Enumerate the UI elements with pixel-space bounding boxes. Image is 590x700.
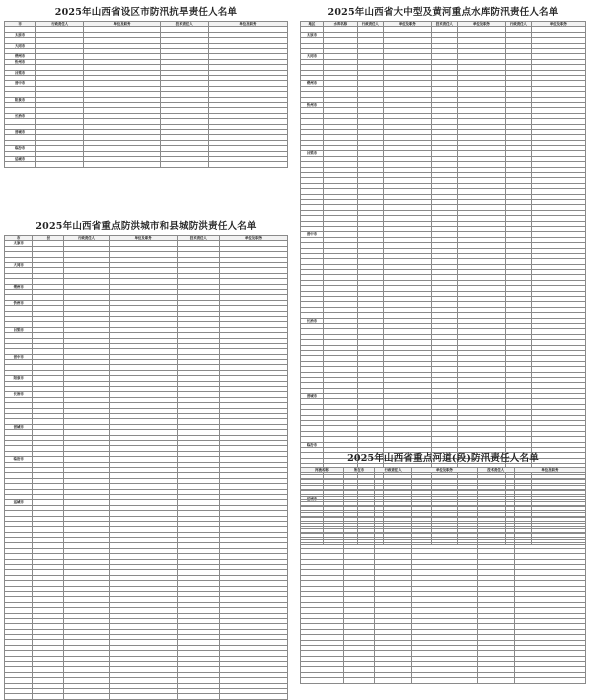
region-cell: 大同市: [5, 43, 36, 48]
table-cell: [177, 694, 219, 699]
region-cell: 运城市: [301, 496, 324, 501]
section-title: 2025年山西省重点河道(段)防汛责任人名单: [347, 453, 539, 464]
column-header: 行政责任人: [36, 22, 84, 27]
column-header: 单位及职务: [412, 468, 478, 473]
section-flood-city-county: [4, 218, 288, 666]
region-cell: 晋中市: [5, 354, 33, 359]
table-row: [5, 162, 288, 167]
region-cell: 朔州市: [5, 54, 36, 59]
region-cell: 晋城市: [5, 424, 33, 429]
responsibility-table: [4, 21, 288, 168]
column-header: 行政责任人: [357, 22, 383, 27]
column-header: 单位及职务: [514, 468, 585, 473]
table-cell: [375, 678, 412, 683]
column-header: 市: [5, 236, 33, 241]
region-cell: 朔州市: [301, 81, 324, 86]
region-cell: 长治市: [5, 113, 36, 118]
column-header: 行政责任人: [506, 22, 532, 27]
column-header: 所在市: [343, 468, 374, 473]
column-header: 技术责任人: [177, 236, 219, 241]
section-city-responsibility: [4, 4, 288, 176]
region-cell: 晋中市: [301, 232, 324, 237]
region-cell: 阳泉市: [5, 97, 36, 102]
region-cell: [301, 678, 344, 683]
section-river: [300, 450, 586, 666]
column-header: 行政责任人: [64, 236, 109, 241]
table-cell: [84, 162, 160, 167]
region-cell: 大同市: [301, 54, 324, 59]
table-cell: [477, 678, 514, 683]
region-cell: 长治市: [301, 318, 324, 323]
region-cell: 大同市: [5, 262, 33, 267]
region-cell: 吕梁市: [5, 70, 36, 75]
region-cell: 阳泉市: [5, 376, 33, 381]
responsibility-table: [300, 467, 586, 684]
column-header: 单位及职务: [457, 22, 505, 27]
column-header: 地区: [301, 22, 324, 27]
table-row: [301, 678, 586, 683]
table-cell: [514, 678, 585, 683]
responsibility-table: [4, 235, 288, 700]
region-cell: 吕梁市: [301, 151, 324, 156]
column-header: 技术责任人: [477, 468, 514, 473]
region-cell: 运城市: [5, 500, 33, 505]
region-cell: [5, 162, 36, 167]
region-cell: 晋城市: [5, 129, 36, 134]
column-header: 单位及职务: [208, 22, 287, 27]
region-cell: 临汾市: [301, 442, 324, 447]
region-cell: 忻州市: [5, 300, 33, 305]
region-cell: 太原市: [5, 241, 33, 246]
section-title: 2025年山西省大中型及黄河重点水库防汛责任人名单: [327, 7, 559, 18]
section-title: 2025年山西省重点防洪城市和县城防洪责任人名单: [35, 221, 257, 232]
header-row: [5, 236, 288, 241]
section-title: 2025年山西省设区市防汛抗旱责任人名单: [54, 7, 238, 18]
region-cell: 运城市: [5, 156, 36, 161]
region-cell: 太原市: [301, 32, 324, 37]
region-cell: 吕梁市: [5, 327, 33, 332]
column-header: 水库名称: [323, 22, 357, 27]
region-cell: 长治市: [5, 392, 33, 397]
region-cell: [5, 694, 33, 699]
region-cell: 朔州市: [5, 284, 33, 289]
table-cell: [343, 678, 374, 683]
table-cell: [36, 162, 84, 167]
table-cell: [160, 162, 208, 167]
table-cell: [208, 162, 287, 167]
table-cell: [412, 678, 478, 683]
region-cell: 忻州市: [301, 102, 324, 107]
table-cell: [220, 694, 288, 699]
region-cell: 太原市: [5, 32, 36, 37]
column-header: 单位及职务: [109, 236, 177, 241]
column-header: 单位及职务: [383, 22, 431, 27]
column-header: 市: [5, 22, 36, 27]
region-cell: 临汾市: [5, 146, 36, 151]
column-header: 行政责任人: [375, 468, 412, 473]
column-header: 单位及职务: [220, 236, 288, 241]
column-header: 单位及职务: [84, 22, 160, 27]
column-header: 河流名称: [301, 468, 344, 473]
table-cell: [109, 694, 177, 699]
region-cell: 晋中市: [5, 81, 36, 86]
table-cell: [33, 694, 64, 699]
table-row: [5, 694, 288, 699]
column-header: 技术责任人: [160, 22, 208, 27]
table-cell: [64, 694, 109, 699]
column-header: 县: [33, 236, 64, 241]
region-cell: 临汾市: [5, 457, 33, 462]
column-header: 单位及职务: [531, 22, 585, 27]
column-header: 技术责任人: [432, 22, 458, 27]
region-cell: 晋城市: [301, 394, 324, 399]
region-cell: 忻州市: [5, 59, 36, 64]
